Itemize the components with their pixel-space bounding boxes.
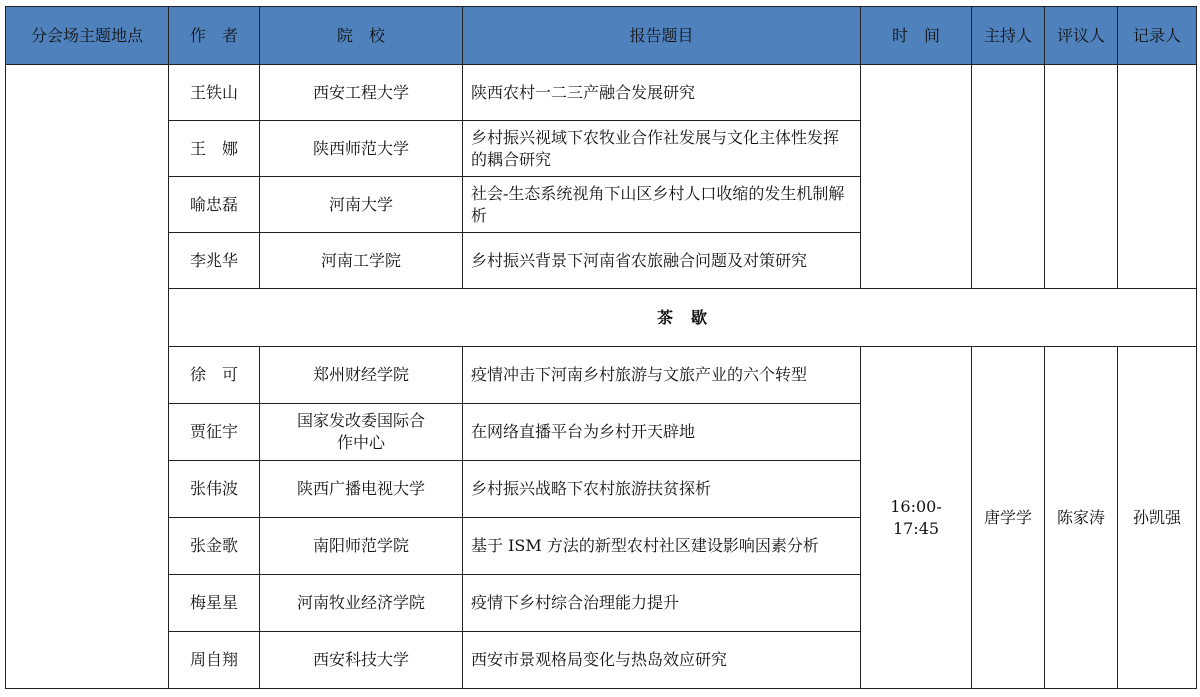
topic-cell: 乡村振兴视域下农牧业合作社发展与文化主体性发挥的耦合研究 bbox=[463, 121, 861, 177]
author-cell: 周自翔 bbox=[169, 632, 260, 689]
topic-cell: 乡村振兴背景下河南省农旅融合问题及对策研究 bbox=[463, 233, 861, 289]
header-row bbox=[6, 7, 1197, 65]
author-cell: 王 娜 bbox=[169, 121, 260, 177]
header-reviewer: 评议人 bbox=[1045, 7, 1118, 65]
reviewer-cell-session1 bbox=[1045, 65, 1118, 289]
header-school: 院 校 bbox=[260, 7, 463, 65]
school-cell: 西安工程大学 bbox=[260, 65, 463, 121]
school-cell: 西安科技大学 bbox=[260, 632, 463, 689]
break-row bbox=[6, 289, 1197, 347]
time-cell-session1 bbox=[861, 65, 972, 289]
host-cell-session1 bbox=[972, 65, 1045, 289]
session-host: 唐学学 bbox=[972, 347, 1045, 689]
topic-cell: 社会-生态系统视角下山区乡村人口收缩的发生机制解析 bbox=[463, 177, 861, 233]
author-cell: 李兆华 bbox=[169, 233, 260, 289]
header-time: 时 间 bbox=[861, 7, 972, 65]
topic-cell: 疫情下乡村综合治理能力提升 bbox=[463, 575, 861, 632]
topic-cell: 在网络直播平台为乡村开天辟地 bbox=[463, 404, 861, 461]
author-cell: 王铁山 bbox=[169, 65, 260, 121]
table-row bbox=[6, 347, 1197, 404]
topic-cell: 陕西农村一二三产融合发展研究 bbox=[463, 65, 861, 121]
school-cell: 河南大学 bbox=[260, 177, 463, 233]
header-topic: 报告题目 bbox=[463, 7, 861, 65]
school-cell: 陕西广播电视大学 bbox=[260, 461, 463, 518]
author-cell: 喻忠磊 bbox=[169, 177, 260, 233]
recorder-cell-session1 bbox=[1118, 65, 1197, 289]
school-cell: 国家发改委国际合作中心 bbox=[260, 404, 463, 461]
header-host: 主持人 bbox=[972, 7, 1045, 65]
author-cell: 徐 可 bbox=[169, 347, 260, 404]
header-venue: 分会场主题地点 bbox=[6, 7, 169, 65]
school-cell: 河南牧业经济学院 bbox=[260, 575, 463, 632]
topic-cell: 基于 ISM 方法的新型农村社区建设影响因素分析 bbox=[463, 518, 861, 575]
school-cell: 南阳师范学院 bbox=[260, 518, 463, 575]
author-cell: 张伟波 bbox=[169, 461, 260, 518]
tea-break-label: 茶 歇 bbox=[169, 289, 1197, 347]
header-recorder: 记录人 bbox=[1118, 7, 1197, 65]
author-cell: 贾征宇 bbox=[169, 404, 260, 461]
school-cell: 河南工学院 bbox=[260, 233, 463, 289]
header-author: 作 者 bbox=[169, 7, 260, 65]
session-time: 16:00-17:45 bbox=[861, 347, 972, 689]
topic-cell: 疫情冲击下河南乡村旅游与文旅产业的六个转型 bbox=[463, 347, 861, 404]
school-cell: 郑州财经学院 bbox=[260, 347, 463, 404]
schedule-table bbox=[5, 6, 1197, 689]
venue-cell bbox=[6, 65, 169, 689]
topic-cell: 乡村振兴战略下农村旅游扶贫探析 bbox=[463, 461, 861, 518]
table-row bbox=[6, 65, 1197, 121]
author-cell: 梅星星 bbox=[169, 575, 260, 632]
author-cell: 张金歌 bbox=[169, 518, 260, 575]
session-reviewer: 陈家涛 bbox=[1045, 347, 1118, 689]
topic-cell: 西安市景观格局变化与热岛效应研究 bbox=[463, 632, 861, 689]
session-recorder: 孙凯强 bbox=[1118, 347, 1197, 689]
school-cell: 陕西师范大学 bbox=[260, 121, 463, 177]
